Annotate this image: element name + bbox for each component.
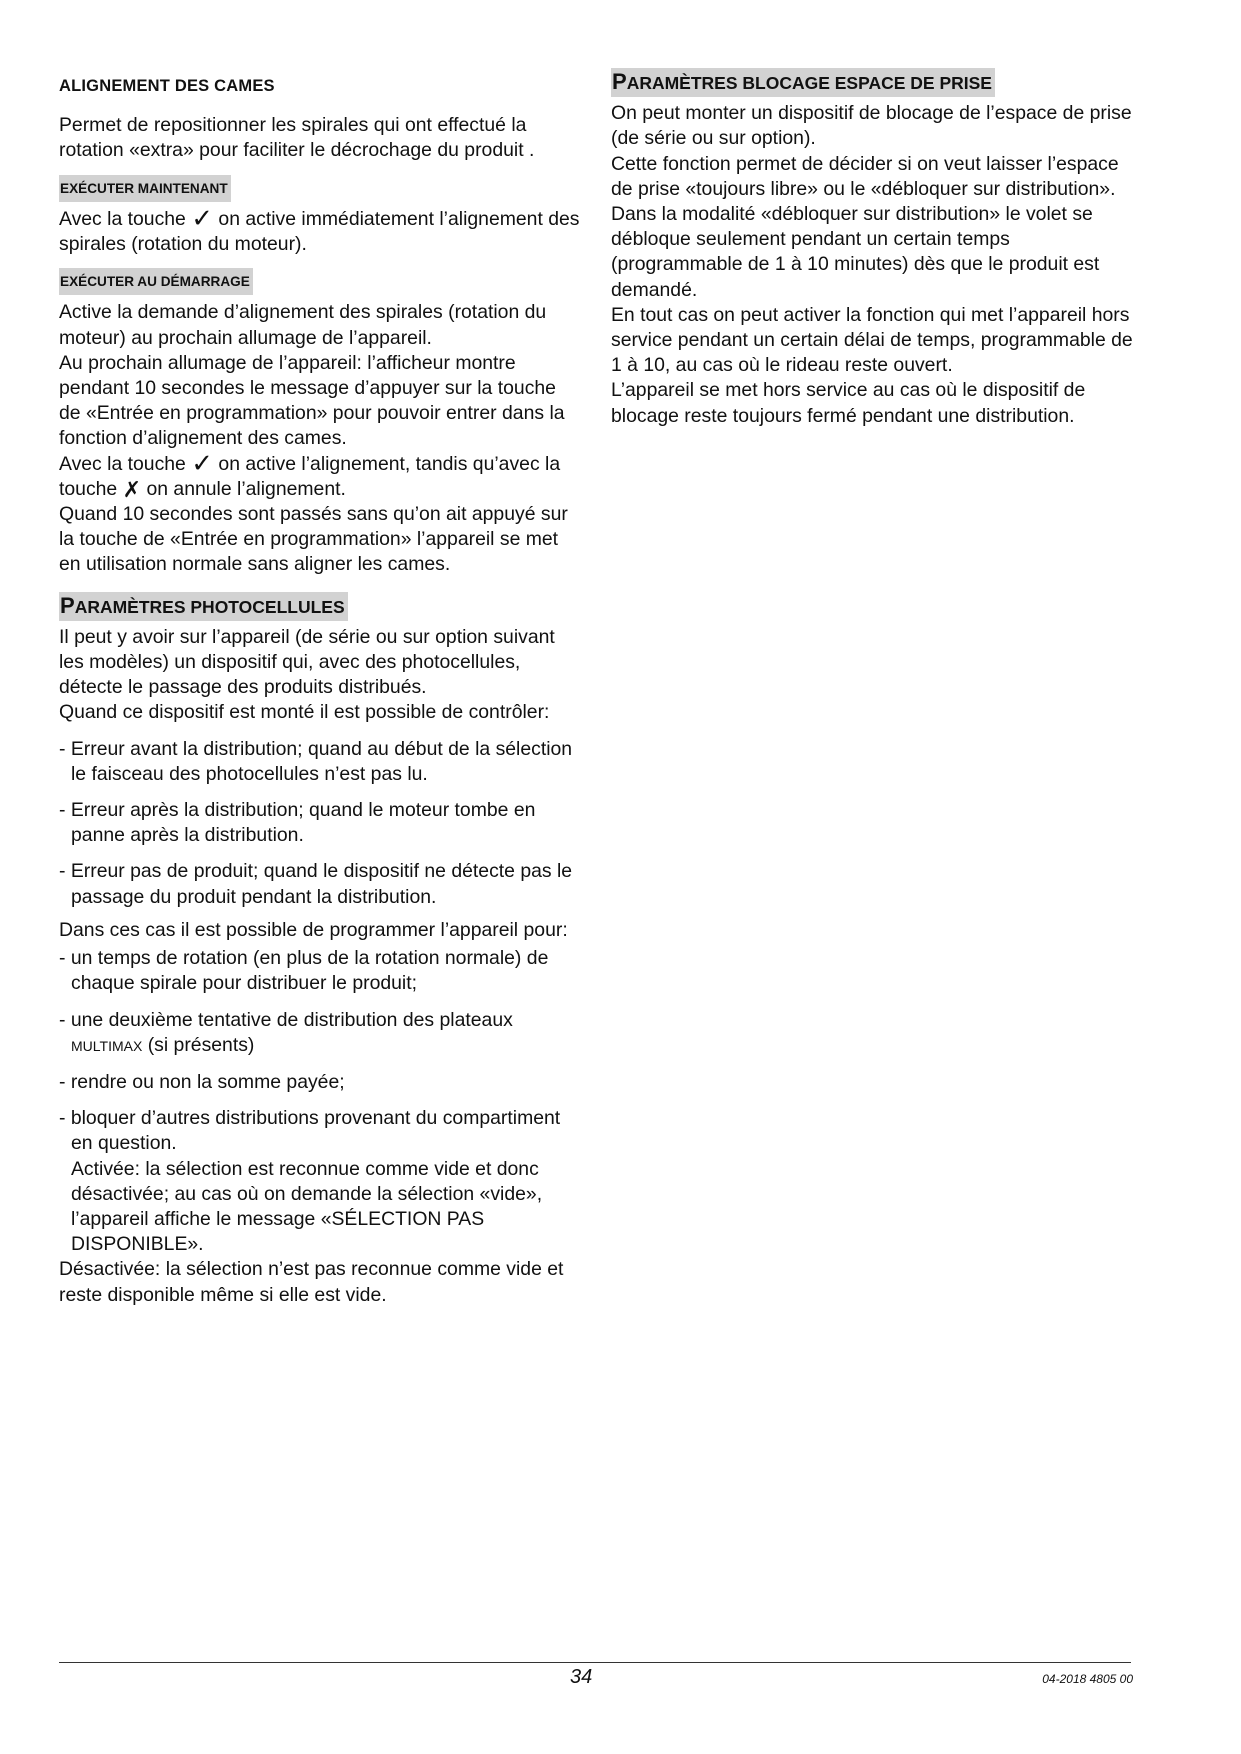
- paragraph: Dans la modalité «débloquer sur distribution» le volet se débloque seulement pendant un certain temps (programmable de 1 à 10 minutes) dès que le produit est demandé.: [611, 203, 1100, 301]
- section-title-alignement: ALIGNEMENT DES CAMES: [59, 77, 275, 95]
- paragraph: Dans ces cas il est possible de programmer l’appareil pour:: [59, 918, 568, 941]
- page-number: 34: [570, 1666, 593, 1688]
- paragraph: L’appareil se met hors service au cas où le dispositif de blocage reste toujours fermé pendant une distribution.: [611, 379, 1086, 427]
- subsection-title-executer-maintenant: EXÉCUTER MAINTENANT: [59, 175, 231, 202]
- list-item: - une deuxième tentative de distribution des plateaux MULTIMAX (si présents): [59, 1008, 513, 1056]
- paragraph: Activée: la sélection est reconnue comme vide et donc désactivée; au cas où on demande la sélection «vide», l’appareil affiche le message «SÉLECTION PAS DISPONIBLE».: [71, 1157, 543, 1256]
- list-item: - Erreur après la distribution; quand le moteur tombe en panne après la distribution.: [59, 799, 536, 847]
- check-icon: ✓: [191, 447, 214, 478]
- document-code: 04-2018 4805 00: [1042, 1672, 1133, 1686]
- list-item: - bloquer d’autres distributions provenant du compartiment en question.: [59, 1107, 561, 1155]
- paragraph: Cette fonction permet de décider si on veut laisser l’espace de prise «toujours libre» ou le «débloquer sur distribution».: [611, 152, 1119, 200]
- paragraph: Quand ce dispositif est monté il est possible de contrôler:: [59, 701, 550, 724]
- paragraph: Avec la touche ✓ on active l’alignement, tandis qu’avec la touche ✗ on annule l’alignement.: [59, 447, 561, 502]
- paragraph: Permet de repositionner les spirales qui ont effectué la rotation «extra» pour faciliter le décrochage du produit .: [59, 114, 535, 162]
- paragraph: Il peut y avoir sur l’appareil (de série ou sur option suivant les modèles) un dispositif qui, avec des photocellules, détecte le passage des produits distribués.: [59, 625, 555, 699]
- list-item: - rendre ou non la somme payée;: [59, 1070, 345, 1093]
- section-title-photocellules: PARAMÈTRES PHOTOCELLULES: [59, 592, 348, 621]
- left-column: [59, 68, 581, 1308]
- list-item: - un temps de rotation (en plus de la rotation normale) de chaque spirale pour distribuer le produit;: [59, 947, 549, 995]
- check-icon: ✓: [191, 202, 214, 233]
- paragraph: Désactivée: la sélection n’est pas reconnue comme vide et reste disponible même si elle est vide.: [59, 1258, 564, 1306]
- subsection-title-executer-au-demarrage: EXÉCUTER AU DÉMARRAGE: [59, 268, 253, 295]
- paragraph: Avec la touche ✓ on active immédiatement l’alignement des spirales (rotation du moteur).: [59, 202, 580, 256]
- footer-divider: [59, 1662, 1131, 1663]
- paragraph: Active la demande d’alignement des spirales (rotation du moteur) au prochain allumage de l’appareil.: [59, 301, 547, 349]
- paragraph: Au prochain allumage de l’appareil: l’afficheur montre pendant 10 secondes le message d’appuyer sur la touche de «Entrée en programmation» pour pouvoir entrer dans la fonction d’alignement des cames.: [59, 351, 565, 450]
- right-column: [611, 68, 1133, 429]
- cross-icon: ✗: [122, 476, 142, 502]
- paragraph: En tout cas on peut activer la fonction qui met l’appareil hors service pendant un certain délai de temps, programmable de 1 à 10, au cas où le rideau reste ouvert.: [611, 303, 1133, 377]
- paragraph: Quand 10 secondes sont passés sans qu’on ait appuyé sur la touche de «Entrée en programmation» l’appareil se met en utilisation normale sans aligner les cames.: [59, 503, 568, 576]
- list-item: - Erreur pas de produit; quand le dispositif ne détecte pas le passage du produit pendant la distribution.: [59, 860, 573, 908]
- section-title-blocage-espace-de-prise: PARAMÈTRES BLOCAGE ESPACE DE PRISE: [611, 68, 995, 97]
- list-item: - Erreur avant la distribution; quand au début de la sélection le faisceau des photocellules n’est pas lu.: [59, 737, 573, 785]
- paragraph: On peut monter un dispositif de blocage de l’espace de prise (de série ou sur option).: [611, 102, 1132, 150]
